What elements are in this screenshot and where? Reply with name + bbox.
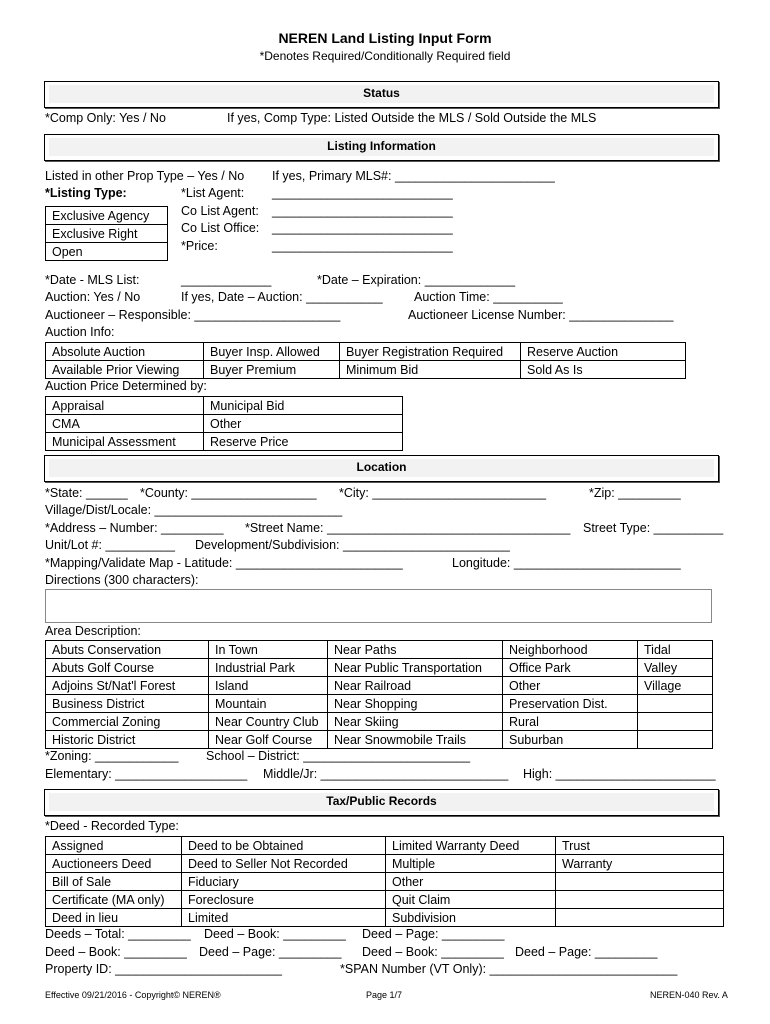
auction-time-field[interactable]: Auction Time: __________	[414, 290, 563, 304]
deed-page-field[interactable]: Deed – Page: _________	[362, 927, 505, 941]
deed-book-field[interactable]: Deed – Book: _________	[45, 945, 187, 959]
area-option[interactable]: Other	[503, 677, 638, 695]
auction-field[interactable]: Auction: Yes / No	[45, 290, 141, 304]
address-number-field[interactable]: *Address – Number: _________	[45, 521, 224, 535]
listing-type-option[interactable]: Exclusive Right	[46, 225, 168, 243]
other-prop-type-field[interactable]: Listed in other Prop Type – Yes / No	[45, 169, 245, 183]
price-method-option[interactable]: Other	[204, 415, 403, 433]
area-option[interactable]: Preservation Dist.	[503, 695, 638, 713]
deed-page-field[interactable]: Deed – Page: _________	[515, 945, 658, 959]
price-method-option[interactable]: Municipal Bid	[204, 397, 403, 415]
deed-book-field[interactable]: Deed – Book: _________	[204, 927, 346, 941]
area-option[interactable]: Near Paths	[328, 641, 503, 659]
area-option[interactable]: In Town	[209, 641, 328, 659]
price-method-option[interactable]: Municipal Assessment	[46, 433, 204, 451]
directions-input[interactable]	[45, 589, 712, 623]
deed-option[interactable]: Limited	[182, 909, 386, 927]
auction-date-field[interactable]: If yes, Date – Auction: ___________	[181, 290, 383, 304]
deed-option[interactable]: Fiduciary	[182, 873, 386, 891]
comp-only-field[interactable]: *Comp Only: Yes / No	[45, 111, 166, 125]
footer-form-number: NEREN-040 Rev. A	[650, 990, 728, 1000]
city-field[interactable]: *City: _________________________	[339, 486, 547, 500]
directions-label: Directions (300 characters):	[45, 573, 199, 587]
list-agent-label: *List Agent:	[181, 186, 245, 200]
auction-option[interactable]: Buyer Registration Required	[340, 343, 521, 361]
span-number-field[interactable]: *SPAN Number (VT Only): ___________________________	[340, 962, 678, 976]
deed-type-label: *Deed - Recorded Type:	[45, 819, 179, 833]
street-name-field[interactable]: *Street Name: ___________________________________	[245, 521, 571, 535]
auction-info-label: Auction Info:	[45, 325, 115, 339]
deed-option[interactable]: Auctioneers Deed	[46, 855, 182, 873]
deed-option[interactable]: Assigned	[46, 837, 182, 855]
co-list-agent-blank[interactable]: __________________________	[272, 204, 453, 218]
page-title: NEREN Land Listing Input Form	[278, 30, 492, 46]
auction-option[interactable]: Absolute Auction	[46, 343, 204, 361]
deed-option-empty	[556, 873, 724, 891]
deed-option[interactable]: Bill of Sale	[46, 873, 182, 891]
area-option[interactable]: Near Skiing	[328, 713, 503, 731]
location-section-header	[44, 455, 719, 482]
auction-option[interactable]: Buyer Premium	[204, 361, 340, 379]
price-method-option[interactable]: Appraisal	[46, 397, 204, 415]
footer-page-number: Page 1/7	[366, 990, 403, 1000]
price-determined-table	[45, 396, 403, 451]
auction-option[interactable]: Buyer Insp. Allowed	[204, 343, 340, 361]
location-heading: Location	[49, 459, 714, 477]
area-option[interactable]: Office Park	[503, 659, 638, 677]
price-method-option[interactable]: CMA	[46, 415, 204, 433]
area-option-empty	[638, 731, 713, 749]
comp-type-field[interactable]: If yes, Comp Type: Listed Outside the MLS / Sold Outside the MLS	[227, 111, 597, 125]
deed-option[interactable]: Limited Warranty Deed	[386, 837, 556, 855]
auction-option[interactable]: Sold As Is	[521, 361, 686, 379]
area-option[interactable]: Abuts Conservation	[46, 641, 209, 659]
date-expiration-field[interactable]: *Date – Expiration: _____________	[317, 273, 516, 287]
school-district-field[interactable]: School – District: ________________________	[206, 749, 471, 763]
primary-mls-field[interactable]: If yes, Primary MLS#: _______________________	[272, 169, 555, 183]
deed-option[interactable]: Subdivision	[386, 909, 556, 927]
area-option[interactable]: Abuts Golf Course	[46, 659, 209, 677]
deed-option[interactable]: Deed to Seller Not Recorded	[182, 855, 386, 873]
area-option[interactable]: Business District	[46, 695, 209, 713]
deed-option[interactable]: Certificate (MA only)	[46, 891, 182, 909]
area-description-label: Area Description:	[45, 624, 141, 638]
auctioneer-license-field[interactable]: Auctioneer License Number: _______________	[408, 308, 674, 322]
area-description-table	[45, 640, 713, 749]
price-method-option[interactable]: Reserve Price	[204, 433, 403, 451]
state-field[interactable]: *State: ______	[45, 486, 128, 500]
area-option[interactable]: Near Golf Course	[209, 731, 328, 749]
deeds-total-field[interactable]: Deeds – Total: _________	[45, 927, 191, 941]
longitude-field[interactable]: Longitude: ________________________	[452, 556, 681, 570]
list-agent-blank[interactable]: __________________________	[272, 186, 453, 200]
deed-book-field[interactable]: Deed – Book: _________	[362, 945, 504, 959]
development-field[interactable]: Development/Subdivision: ________________________	[195, 538, 510, 552]
auction-option[interactable]: Available Prior Viewing	[46, 361, 204, 379]
area-option[interactable]: Historic District	[46, 731, 209, 749]
property-id-field[interactable]: Property ID: ________________________	[45, 962, 283, 976]
unit-lot-field[interactable]: Unit/Lot #: __________	[45, 538, 175, 552]
status-section-header	[44, 81, 719, 108]
deed-option[interactable]: Multiple	[386, 855, 556, 873]
area-option[interactable]: Near Country Club	[209, 713, 328, 731]
price-determined-label: Auction Price Determined by:	[45, 379, 207, 393]
deed-page-field[interactable]: Deed – Page: _________	[199, 945, 342, 959]
co-list-office-label: Co List Office:	[181, 221, 260, 235]
area-option[interactable]: Adjoins St/Nat'l Forest	[46, 677, 209, 695]
status-heading: Status	[49, 85, 714, 103]
listing-type-table	[45, 206, 168, 261]
auction-info-table	[45, 342, 686, 379]
area-option-empty	[638, 713, 713, 731]
area-option[interactable]: Rural	[503, 713, 638, 731]
latitude-field[interactable]: *Mapping/Validate Map - Latitude: ________________________	[45, 556, 403, 570]
deed-option-empty	[556, 909, 724, 927]
county-field[interactable]: *County: __________________	[140, 486, 317, 500]
area-option[interactable]: Suburban	[503, 731, 638, 749]
elementary-field[interactable]: Elementary: ___________________	[45, 767, 248, 781]
area-option[interactable]: Near Shopping	[328, 695, 503, 713]
deed-option[interactable]: Trust	[556, 837, 724, 855]
price-label: *Price:	[181, 239, 218, 253]
listing-type-option[interactable]: Exclusive Agency	[46, 207, 168, 225]
street-type-field[interactable]: Street Type: __________	[583, 521, 724, 535]
area-option[interactable]: Near Snowmobile Trails	[328, 731, 503, 749]
deed-option[interactable]: Deed to be Obtained	[182, 837, 386, 855]
tax-heading: Tax/Public Records	[49, 793, 714, 811]
tax-section-header	[44, 789, 719, 816]
area-option[interactable]: Island	[209, 677, 328, 695]
area-option[interactable]: Valley	[638, 659, 713, 677]
area-option[interactable]: Village	[638, 677, 713, 695]
deed-option-empty	[556, 891, 724, 909]
footer-copyright: Effective 09/21/2016 - Copyright© NEREN®	[45, 990, 221, 1000]
zip-field[interactable]: *Zip: _________	[589, 486, 681, 500]
auction-option[interactable]: Minimum Bid	[340, 361, 521, 379]
area-option[interactable]: Neighborhood	[503, 641, 638, 659]
listing-section-header	[44, 134, 719, 161]
area-option[interactable]: Mountain	[209, 695, 328, 713]
deed-option[interactable]: Warranty	[556, 855, 724, 873]
deed-option[interactable]: Deed in lieu	[46, 909, 182, 927]
deed-type-table	[45, 836, 724, 927]
listing-heading: Listing Information	[49, 138, 714, 156]
page-subtitle: *Denotes Required/Conditionally Required field	[259, 49, 511, 63]
price-blank[interactable]: __________________________	[272, 239, 453, 253]
date-mls-blank[interactable]: _____________	[181, 273, 272, 287]
listing-type-option[interactable]: Open	[46, 243, 168, 261]
listing-type-label: *Listing Type:	[45, 186, 127, 200]
deed-option[interactable]: Other	[386, 873, 556, 891]
middle-school-field[interactable]: Middle/Jr: ___________________________	[263, 767, 509, 781]
co-list-office-blank[interactable]: __________________________	[272, 221, 453, 235]
area-option[interactable]: Tidal	[638, 641, 713, 659]
auctioneer-field[interactable]: Auctioneer – Responsible: _____________________	[45, 308, 341, 322]
area-option-empty	[638, 695, 713, 713]
area-option[interactable]: Near Public Transportation	[328, 659, 503, 677]
zoning-field[interactable]: *Zoning: ____________	[45, 749, 179, 763]
area-option[interactable]: Commercial Zoning	[46, 713, 209, 731]
date-mls-label: *Date - MLS List:	[45, 273, 140, 287]
high-school-field[interactable]: High: _______________________	[523, 767, 716, 781]
co-list-agent-label: Co List Agent:	[181, 204, 259, 218]
deed-option[interactable]: Foreclosure	[182, 891, 386, 909]
auction-option[interactable]: Reserve Auction	[521, 343, 686, 361]
deed-option[interactable]: Quit Claim	[386, 891, 556, 909]
area-option[interactable]: Industrial Park	[209, 659, 328, 677]
area-option[interactable]: Near Railroad	[328, 677, 503, 695]
village-field[interactable]: Village/Dist/Locale: ___________________________	[45, 503, 343, 517]
